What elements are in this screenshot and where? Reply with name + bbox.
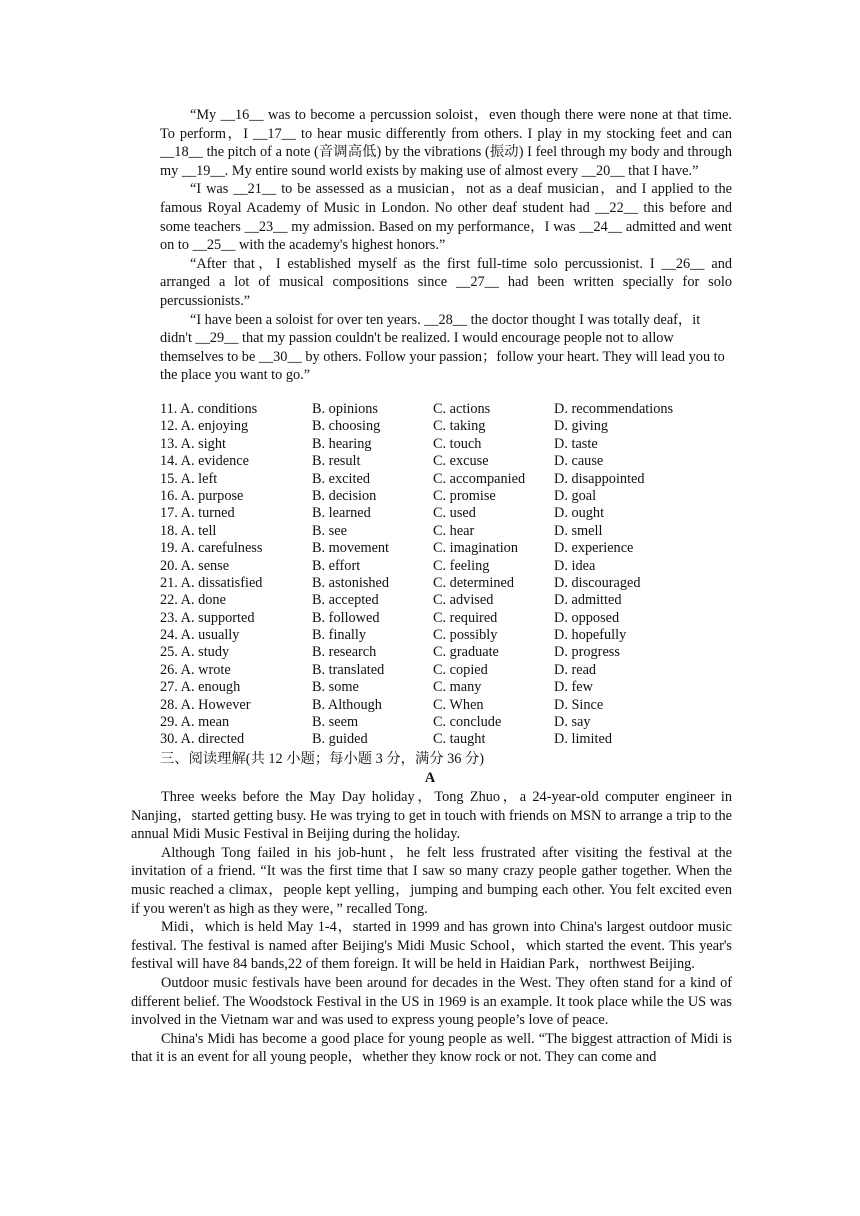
option-a: 19. A. carefulness — [160, 540, 263, 557]
option-b: B. translated — [312, 661, 385, 678]
option-a: 27. A. enough — [160, 679, 241, 696]
option-d: D. hopefully — [554, 627, 627, 644]
option-a: 26. A. wrote — [160, 661, 231, 678]
option-c: C. possibly — [433, 627, 498, 644]
option-a: 30. A. directed — [160, 731, 245, 748]
cloze-paragraph-2: “I was __21__ to be assessed as a musician，not as a deaf musician，and I applied to the famous Royal Academy of Music in London. No other deaf student had __22__ this before and some teachers __23__ my admission. Based on my performance，I was __24__ admitted and went on to __25__ with the academy's highest honors.” — [160, 181, 732, 254]
option-b: B. effort — [312, 557, 361, 574]
option-a: 23. A. supported — [160, 609, 255, 626]
option-b: B. excited — [312, 470, 370, 487]
option-d: D. idea — [554, 557, 596, 574]
option-c: C. feeling — [433, 557, 490, 574]
option-b: B. seem — [312, 714, 359, 731]
option-a: 11. A. conditions — [160, 401, 258, 417]
option-c: C. actions — [433, 401, 491, 417]
option-c: C. determined — [433, 574, 514, 591]
option-b: B. finally — [312, 627, 367, 644]
option-d: D. Since — [554, 696, 604, 713]
option-d: D. discouraged — [554, 574, 641, 591]
option-d: D. disappointed — [554, 470, 645, 487]
option-b: B. astonished — [312, 574, 390, 591]
option-a: 15. A. left — [160, 470, 218, 487]
section-heading: 三、阅读理解(共 12 小题；每小题 3 分，满分 36 分) — [160, 751, 485, 767]
option-d: D. giving — [554, 418, 609, 435]
option-c: C. promise — [433, 487, 496, 504]
option-d: D. taste — [554, 435, 598, 452]
option-c: C. taught — [433, 731, 486, 748]
option-c: C. many — [433, 679, 482, 696]
option-b: B. movement — [312, 540, 390, 557]
cloze-paragraph-3: “After that，I established myself as the first full-time solo percussionist. I __26__ and arranged a lot of musical compositions since __27__ had been written specially for solo percussionists.” — [160, 255, 732, 309]
option-a: 17. A. turned — [160, 505, 235, 522]
option-c: C. used — [433, 505, 476, 522]
option-c: C. advised — [433, 592, 494, 609]
reading-passage-a — [131, 788, 732, 1067]
option-b: B. some — [312, 679, 359, 696]
option-c: C. accompanied — [433, 470, 526, 487]
option-c: C. graduate — [433, 644, 499, 661]
option-a: 29. A. mean — [160, 714, 230, 731]
option-a: 16. A. purpose — [160, 487, 244, 504]
cloze-paragraph-4: “I have been a soloist for over ten years. __28__ the doctor thought I was totally deaf，it didn't __29__ that my passion couldn't be realized. I would encourage people not to allow themselves to be __30__ by others. Follow your passion；follow your heart. They will lead you to the place you want to go.” — [160, 311, 725, 384]
option-d: D. admitted — [554, 592, 622, 609]
option-d: D. ought — [554, 505, 605, 522]
option-b: B. opinions — [312, 401, 378, 417]
passage-paragraph-5: China's Midi has become a good place for young people as well. “The biggest attraction of Midi is that it is an event for all young people，whether they know rock or not. They can come and — [131, 1030, 732, 1066]
option-d: D. progress — [554, 644, 620, 661]
option-a: 18. A. tell — [160, 522, 217, 539]
option-d: D. say — [554, 714, 591, 731]
option-a: 25. A. study — [160, 644, 230, 661]
option-b: B. choosing — [312, 418, 381, 435]
option-a: 20. A. sense — [160, 557, 230, 574]
option-d: D. cause — [554, 453, 604, 470]
option-b: B. guided — [312, 731, 368, 748]
option-c: C. copied — [433, 661, 488, 678]
option-d: D. smell — [554, 522, 603, 539]
passage-paragraph-3: Midi，which is held May 1-4，started in 1999 and has grown into China's largest outdoor music festival. The festival is named after Beijing's Midi Music School，which started the event. This year's festival will have 84 bands,22 of them foreign. It will be held in Haidian Park，northwest Beijing. — [131, 919, 732, 973]
option-b: B. research — [312, 644, 377, 661]
passage-paragraph-4: Outdoor music festivals have been around for decades in the West. They often stand for a kind of different belief. The Woodstock Festival in the US in 1969 is an example. It took place while the US was involved in the Vietnam war and was used to express young people’s love of peace. — [131, 974, 732, 1029]
option-a: 21. A. dissatisfied — [160, 574, 263, 591]
option-b: B. learned — [312, 505, 371, 522]
option-b: B. Although — [312, 696, 382, 713]
option-a: 22. A. done — [160, 592, 226, 609]
option-c: C. taking — [433, 418, 486, 435]
option-b: B. result — [312, 453, 361, 470]
passage-paragraph-2: Although Tong failed in his job-hunt，he felt less frustrated after visiting the festival at the invitation of a friend. “It was the first time that I saw so many crazy people gather together. When the music reached a climax，people kept yelling，jumping and bumping each other. You felt excited even if you weren't as high as they were，” recalled Tong. — [131, 844, 732, 917]
option-c: C. hear — [433, 522, 475, 539]
option-a: 14. A. evidence — [160, 453, 249, 470]
option-c: C. imagination — [433, 540, 518, 557]
option-d: D. read — [554, 661, 597, 678]
option-b: B. see — [312, 522, 347, 539]
option-b: B. hearing — [312, 435, 372, 452]
option-a: 28. A. However — [160, 696, 251, 713]
option-c: C. excuse — [433, 453, 489, 470]
option-b: B. followed — [312, 609, 380, 626]
option-c: C. required — [433, 609, 498, 626]
option-a: 13. A. sight — [160, 435, 226, 452]
option-d: D. goal — [554, 487, 597, 504]
option-d: D. opposed — [554, 609, 620, 626]
option-c: C. touch — [433, 435, 482, 452]
passage-paragraph-1: Three weeks before the May Day holiday，Tong Zhuo，a 24-year-old computer engineer in Nanjing，started getting busy. He was trying to get in touch with friends on MSN to arrange a trip to the annual Midi Music Festival in Beijing during the holiday. — [131, 789, 732, 843]
option-b: B. decision — [312, 487, 377, 504]
cloze-passage — [160, 106, 732, 385]
cloze-paragraph-1: “My __16__ was to become a percussion soloist，even though there were none at that time. To perform，I __17__ to hear music differently from others. I play in my stocking feet and can __18__ the pitch of a note (音调高低) by the vibrations (振动) I feel through my body and through my __19__. My entire sound world exists by making use of almost every __20__ that I have.” — [160, 107, 732, 179]
option-d: D. recommendations — [554, 401, 674, 417]
option-a: 24. A. usually — [160, 627, 240, 644]
option-a: 12. A. enjoying — [160, 418, 249, 435]
passage-title: A — [424, 770, 436, 786]
option-d: D. limited — [554, 731, 612, 748]
option-c: C. conclude — [433, 714, 502, 731]
option-d: D. few — [554, 679, 593, 696]
option-b: B. accepted — [312, 592, 379, 609]
option-d: D. experience — [554, 540, 634, 557]
option-c: C. When — [433, 696, 484, 713]
